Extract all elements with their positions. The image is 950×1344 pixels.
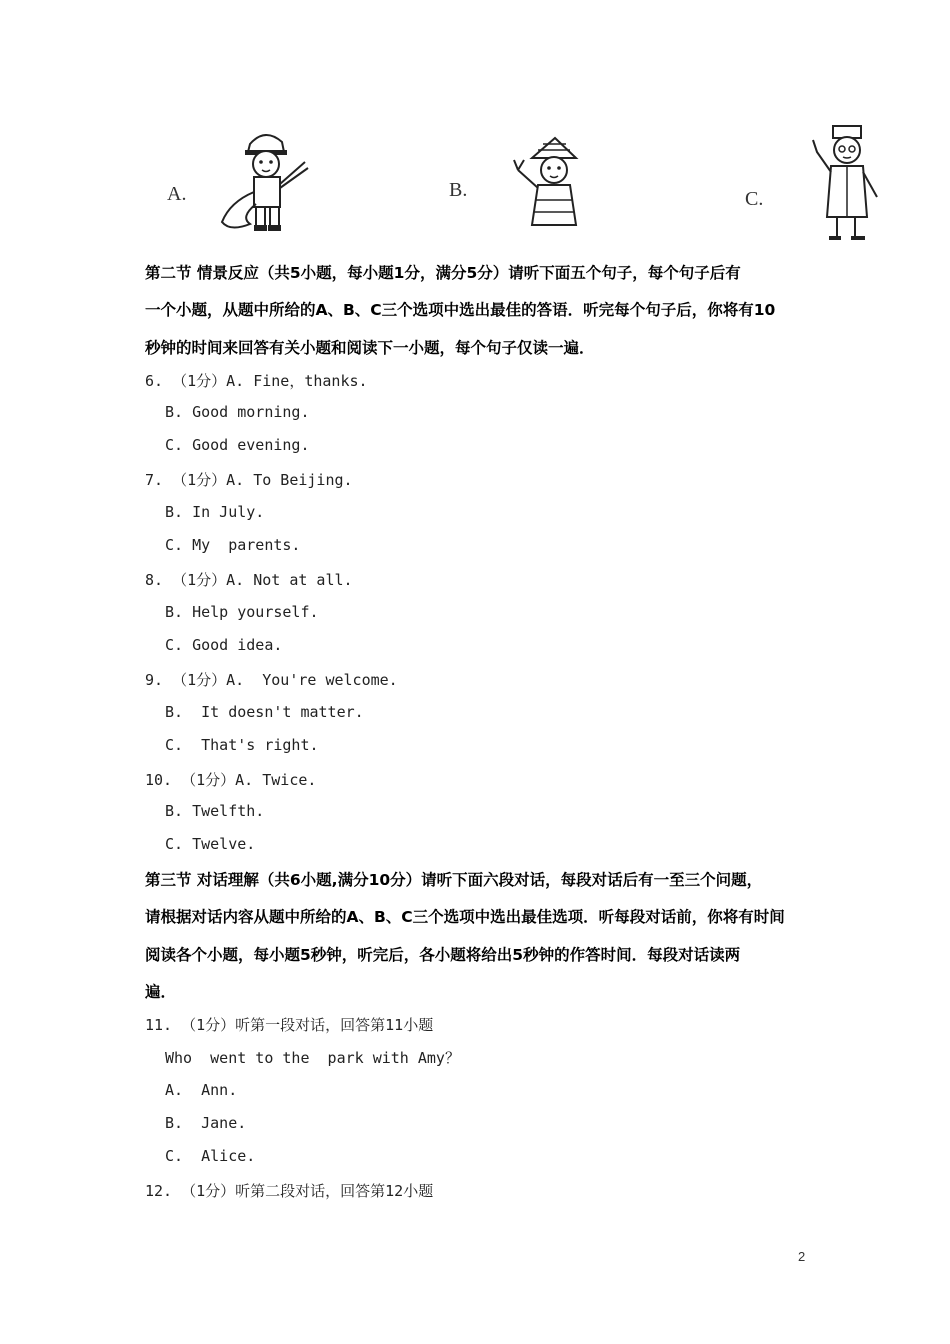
question-10-option-c: C. Twelve. [165,835,256,853]
question-7-option-b: B. In July. [165,503,265,521]
section3-line-4: 遍． [145,983,177,1001]
section3-line-1: 第三节 对话理解（共6小题,满分10分）请听下面六段对话，每段对话后有一至三个问题， [145,871,763,889]
section3-line-2: 请根据对话内容从题中所给的A、B、C三个选项中选出最佳选项．听每段对话前，你将有时间 [145,908,785,926]
picture-a-letter: A. [167,183,187,205]
question-12-head: 12. （1分）听第二段对话，回答第12小题 [145,1182,434,1200]
question-9-option-b: B. It doesn't matter. [165,703,364,721]
picture-c-letter: C. [745,188,764,210]
question-10-head: 10. （1分）A. Twice. [145,771,317,789]
question-9-option-c: C. That's right. [165,736,319,754]
section2-line-3: 秒钟的时间来回答有关小题和阅读下一小题，每个句子仅读一遍． [145,339,595,357]
question-6-option-b: B. Good morning. [165,403,310,421]
section2-line-2: 一个小题，从题中所给的A、B、C三个选项中选出最佳的答语．听完每个句子后，你将有10 [145,301,776,319]
question-7-option-c: C. My parents. [165,536,301,554]
doctor-icon [805,122,885,247]
section2-line-1: 第二节 情景反应（共5小题，每小题1分，满分5分）请听下面五个句子，每个句子后有 [145,264,741,282]
question-6-head: 6. （1分）A. Fine，thanks. [145,372,368,390]
question-9-head: 9. （1分）A. You're welcome. [145,671,398,689]
picture-b-letter: B. [449,179,468,201]
question-8-option-b: B. Help yourself. [165,603,319,621]
question-10-option-b: B. Twelfth. [165,802,265,820]
question-8-option-c: C. Good idea. [165,636,283,654]
section3-line-3: 阅读各个小题，每小题5秒钟，听完后，各小题将给出5秒钟的作答时间．每段对话读两 [145,946,741,964]
question-11-prompt: Who went to the park with Amy？ [165,1049,460,1067]
question-6-option-c: C. Good evening. [165,436,310,454]
question-8-head: 8. （1分）A. Not at all. [145,571,353,589]
question-11-head: 11. （1分）听第一段对话，回答第11小题 [145,1016,434,1034]
dancer-icon [510,130,595,230]
question-11-option-c: C. Alice. [165,1147,256,1165]
firefighter-icon [210,122,320,237]
question-7-head: 7. （1分）A. To Beijing. [145,471,353,489]
question-11-option-b: B. Jane. [165,1114,247,1132]
page-number: 2 [798,1249,806,1264]
question-11-option-a: A. Ann. [165,1081,238,1099]
